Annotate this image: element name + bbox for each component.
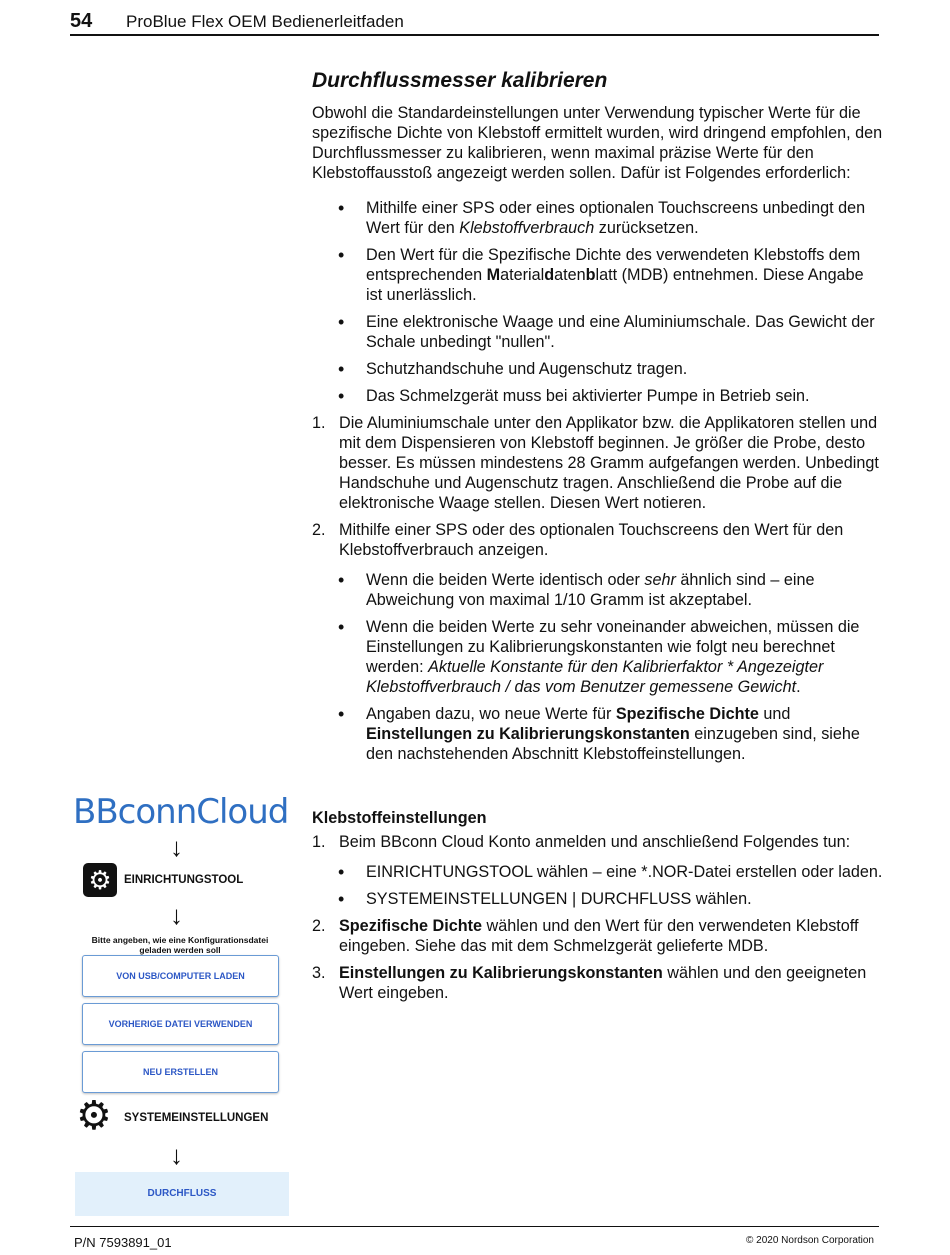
navigation-diagram xyxy=(70,790,295,1220)
list-item: • Das Schmelzgerät muss bei aktivierter Pumpe in Betrieb sein. xyxy=(366,386,884,406)
adhesive-settings-section xyxy=(312,808,884,1010)
page-footer xyxy=(70,1226,879,1255)
list-item: • Den Wert für die Spezifische Dichte des verwendeten Klebstoffs dem entsprechenden Materialdatenblatt (MDB) entnehmen. Diese Angabe ist unerlässlich. xyxy=(366,245,884,305)
page-number: 54 xyxy=(70,10,93,32)
arrow-down-icon: ↓ xyxy=(170,832,183,862)
list-item: • Mithilfe einer SPS oder eines optionalen Touchscreens unbedingt den Wert für den Klebstoffverbrauch zurücksetzen. xyxy=(366,198,884,238)
copyright: © 2020 Nordson Corporation xyxy=(746,1235,874,1246)
load-from-usb-button[interactable]: VON USB/COMPUTER LADEN xyxy=(82,955,279,997)
arrow-down-icon: ↓ xyxy=(170,900,183,930)
use-previous-file-button[interactable]: VORHERIGE DATEI VERWENDEN xyxy=(82,1003,279,1045)
list-item: 2. Spezifische Dichte wählen und den Wert für den verwendeten Klebstoff eingeben. Siehe das mit dem Schmelzgerät gelieferte MDB. xyxy=(312,917,859,955)
create-new-button[interactable]: NEU ERSTELLEN xyxy=(82,1051,279,1093)
gear-icon: ⚙ xyxy=(76,1094,112,1138)
list-item: • EINRICHTUNGSTOOL wählen – eine *.NOR-Datei erstellen oder laden. xyxy=(366,862,884,882)
list-item: • SYSTEMEINSTELLUNGEN | DURCHFLUSS wählen. xyxy=(366,889,884,909)
document-title: ProBlue Flex OEM Bedienerleitfaden xyxy=(126,12,404,31)
steps-list xyxy=(312,413,884,764)
system-settings-label: SYSTEMEINSTELLUNGEN xyxy=(124,1112,269,1124)
section-heading: Durchflussmesser kalibrieren xyxy=(312,69,608,92)
flow-button[interactable]: DURCHFLUSS xyxy=(75,1172,289,1216)
settings-sublist xyxy=(339,862,884,909)
list-item: 2. Mithilfe einer SPS oder des optionalen Touchscreens den Wert für den Klebstoffverbrauch anzeigen. • Wenn die beiden Werte identisch oder sehr ähnlich sind – eine Abweichung von maximal 1/10 Gramm ist akzeptabel. • Wenn die beiden Werte zu sehr voneinander abweichen, müssen die Einstellungen zu Kalibrierungskonstanten wie folgt neu berechnet werden: Aktuelle Konstante für den Kalibrierfaktor * Angezeigter Klebstoffverbrauch / das vom Benutzer gemessene Gewicht. • Angaben dazu, wo neue Werte für Spezifische Dichte und Einstellungen zu Kalibrierungskonstanten einzugeben sind, siehe den nachstehenden Abschnitt Klebstoffeinstellungen. xyxy=(339,520,884,764)
settings-steps xyxy=(312,832,884,1003)
bbconn-cloud-logo: BBconnCloud xyxy=(73,792,289,832)
list-item: • Wenn die beiden Werte zu sehr voneinander abweichen, müssen die Einstellungen zu Kalibrierungskonstanten wie folgt neu berechnet werden: Aktuelle Konstante für den Kalibrierfaktor * Angezeigter Klebstoffverbrauch / das vom Benutzer gemessene Gewicht. xyxy=(366,617,884,697)
config-question: Bitte angeben, wie eine Konfigurationsdatei geladen werden soll xyxy=(91,935,269,955)
intro-paragraph: Obwohl die Standardeinstellungen unter Verwendung typischer Werte für die spezifische Dichte von Klebstoff ermittelt wurden, wird dringend empfohlen, den Durchflussmesser zu kalibrieren, wenn maximal präzise Werte für den Klebstoffausstoß angezeigt werden sollen. Dafür ist Folgendes erforderlich: xyxy=(312,104,883,182)
step2-sublist xyxy=(339,570,884,764)
list-item: • Schutzhandschuhe und Augenschutz tragen. xyxy=(366,359,884,379)
page-header xyxy=(70,10,879,36)
list-item: • Angaben dazu, wo neue Werte für Spezifische Dichte und Einstellungen zu Kalibrierungskonstanten einzugeben sind, siehe den nachstehenden Abschnitt Klebstoffeinstellungen. xyxy=(366,704,884,764)
list-item: • Wenn die beiden Werte identisch oder sehr ähnlich sind – eine Abweichung von maximal 1/10 Gramm ist akzeptabel. xyxy=(366,570,884,610)
list-item: • Eine elektronische Waage und eine Aluminiumschale. Das Gewicht der Schale unbedingt "nullen". xyxy=(366,312,884,352)
arrow-down-icon: ↓ xyxy=(170,1140,183,1170)
list-item: 3. Einstellungen zu Kalibrierungskonstanten wählen und den geeigneten Wert eingeben. xyxy=(312,964,867,1002)
list-item: 1. Beim BBconn Cloud Konto anmelden und anschließend Folgendes tun: • EINRICHTUNGSTOOL wählen – eine *.NOR-Datei erstellen oder laden. • SYSTEMEINSTELLUNGEN | DURCHFLUSS wählen. xyxy=(339,832,884,909)
setup-tool-label: EINRICHTUNGSTOOL xyxy=(124,874,244,886)
gear-icon: ⚙ xyxy=(83,863,117,897)
settings-heading: Klebstoffeinstellungen xyxy=(312,809,487,827)
part-number: P/N 7593891_01 xyxy=(74,1235,172,1250)
calibration-section xyxy=(312,68,884,771)
list-item: 1. Die Aluminiumschale unter den Applikator bzw. die Applikatoren stellen und mit dem Dispensieren von Klebstoff beginnen. Je größer die Probe, desto besser. Es müssen mindestens 28 Gramm aufgefangen werden. Unbedingt Handschuhe und Augenschutz tragen. Anschließend die Probe auf die elektronische Waage stellen. Diesen Wert notieren. xyxy=(312,414,879,512)
requirements-list xyxy=(312,198,884,406)
